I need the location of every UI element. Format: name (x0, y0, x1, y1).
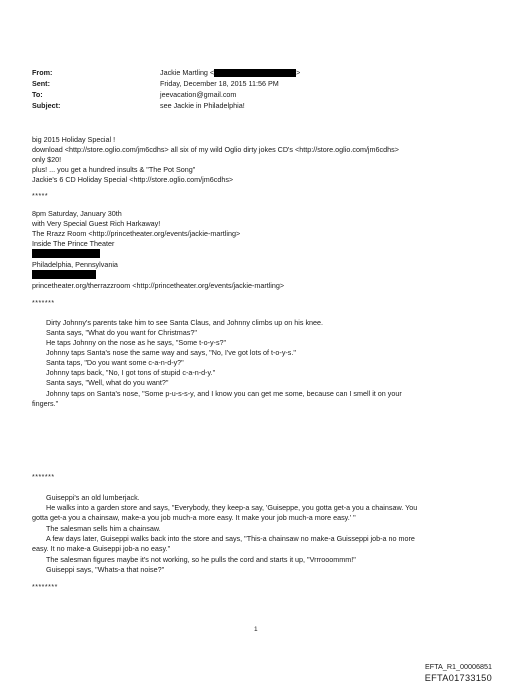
to-label: To: (32, 90, 43, 99)
promo-line: only $20! (32, 155, 62, 164)
from-label: From: (32, 68, 53, 77)
separator: ******* (32, 300, 55, 307)
separator: ******* (32, 474, 55, 481)
redaction-box (214, 69, 296, 77)
subject-row (32, 101, 352, 111)
joke-line: The salesman figures maybe it's not working, so he pulls the cord and starts it up, "Vrrrooommm!" (46, 555, 356, 564)
joke-line: Santa says, "Well, what do you want?" (46, 378, 169, 387)
separator: ***** (32, 193, 49, 200)
sent-label: Sent: (32, 79, 50, 88)
joke-line: He taps Johnny on the nose as he says, "Some t-o-y-s?" (46, 338, 227, 347)
sent-value: Friday, December 18, 2015 11:56 PM (160, 79, 279, 88)
from-row (32, 68, 352, 78)
promo-line: plus! ... you get a hundred insults & "The Pot Song" (32, 165, 196, 174)
bates-number-small: EFTA_R1_00006851 (425, 662, 492, 671)
sent-row (32, 79, 352, 89)
from-name: Jackie Martling < (160, 68, 215, 77)
joke-line: Dirty Johnny's parents take him to see Santa Claus, and Johnny climbs up on his knee. (46, 318, 324, 327)
to-row (32, 90, 352, 100)
event-line: 8pm Saturday, January 30th (32, 209, 122, 218)
event-line: Inside The Prince Theater (32, 239, 115, 248)
joke-line: fingers." (32, 399, 59, 408)
from-suffix: > (296, 68, 301, 77)
joke-line: A few days later, Guiseppi walks back into the store and says, "This-a chainsaw no make-a Guisseppi job-a no more (46, 534, 415, 543)
from-value (160, 68, 300, 77)
subject-value: see Jackie in Philadelphia! (160, 101, 245, 110)
joke-line: Johnny taps Santa's nose the same way and says, "No, I've got lots of t-o-y-s." (46, 348, 296, 357)
subject-label: Subject: (32, 101, 61, 110)
joke-line: Santa taps, "Do you want some c-a-n-d-y?" (46, 358, 184, 367)
promo-line: Jackie's 6 CD Holiday Special <http://store.oglio.com/jm6cdhs> (32, 175, 234, 184)
redaction-box (32, 270, 96, 279)
event-city: Philadelphia, Pennsylvania (32, 260, 118, 269)
page-number: 1 (254, 626, 258, 633)
to-value: jeevacation@gmail.com (160, 90, 237, 99)
joke-line: easy. It no make-a Guiseppi job-a no easy." (32, 544, 171, 553)
joke-line: gotta get-a you a chainsaw, make-a you job much-a more easy. It make your job much-a more easy.' " (32, 513, 356, 522)
redaction-box (32, 249, 100, 258)
event-site: princetheater.org/therrazzroom <http://princetheater.org/events/jackie-martling> (32, 281, 285, 290)
joke-line: He walks into a garden store and says, "Everybody, they keep-a say, 'Guiseppe, you gotta get-a you a chainsaw. You (46, 503, 418, 512)
joke-line: Johnny taps on Santa's nose, "Some p-u-s-s-y, and I know you can get me some, because can I smell it on your (46, 389, 402, 398)
joke-line: Guiseppi says, "Whats-a that noise?" (46, 565, 165, 574)
bates-number-large: EFTA01733150 (424, 673, 492, 683)
promo-line: download <http://store.oglio.com/jm6cdhs> all six of my wild Oglio dirty jokes CD's <http://store.oglio.com/jm6cdhs> (32, 145, 399, 154)
joke-line: Santa says, "What do you want for Christmas?" (46, 328, 197, 337)
event-line: The Rrazz Room <http://princetheater.org/events/jackie-martling> (32, 229, 241, 238)
event-line: with Very Special Guest Rich Harkaway! (32, 219, 161, 228)
joke-line: The salesman sells him a chainsaw. (46, 524, 161, 533)
promo-line: big 2015 Holiday Special ! (32, 135, 116, 144)
joke-line: Guiseppi's an old lumberjack. (46, 493, 140, 502)
joke-line: Johnny taps back, "No, I got tons of stupid c-a-n-d-y." (46, 368, 216, 377)
separator: ******** (32, 584, 58, 591)
